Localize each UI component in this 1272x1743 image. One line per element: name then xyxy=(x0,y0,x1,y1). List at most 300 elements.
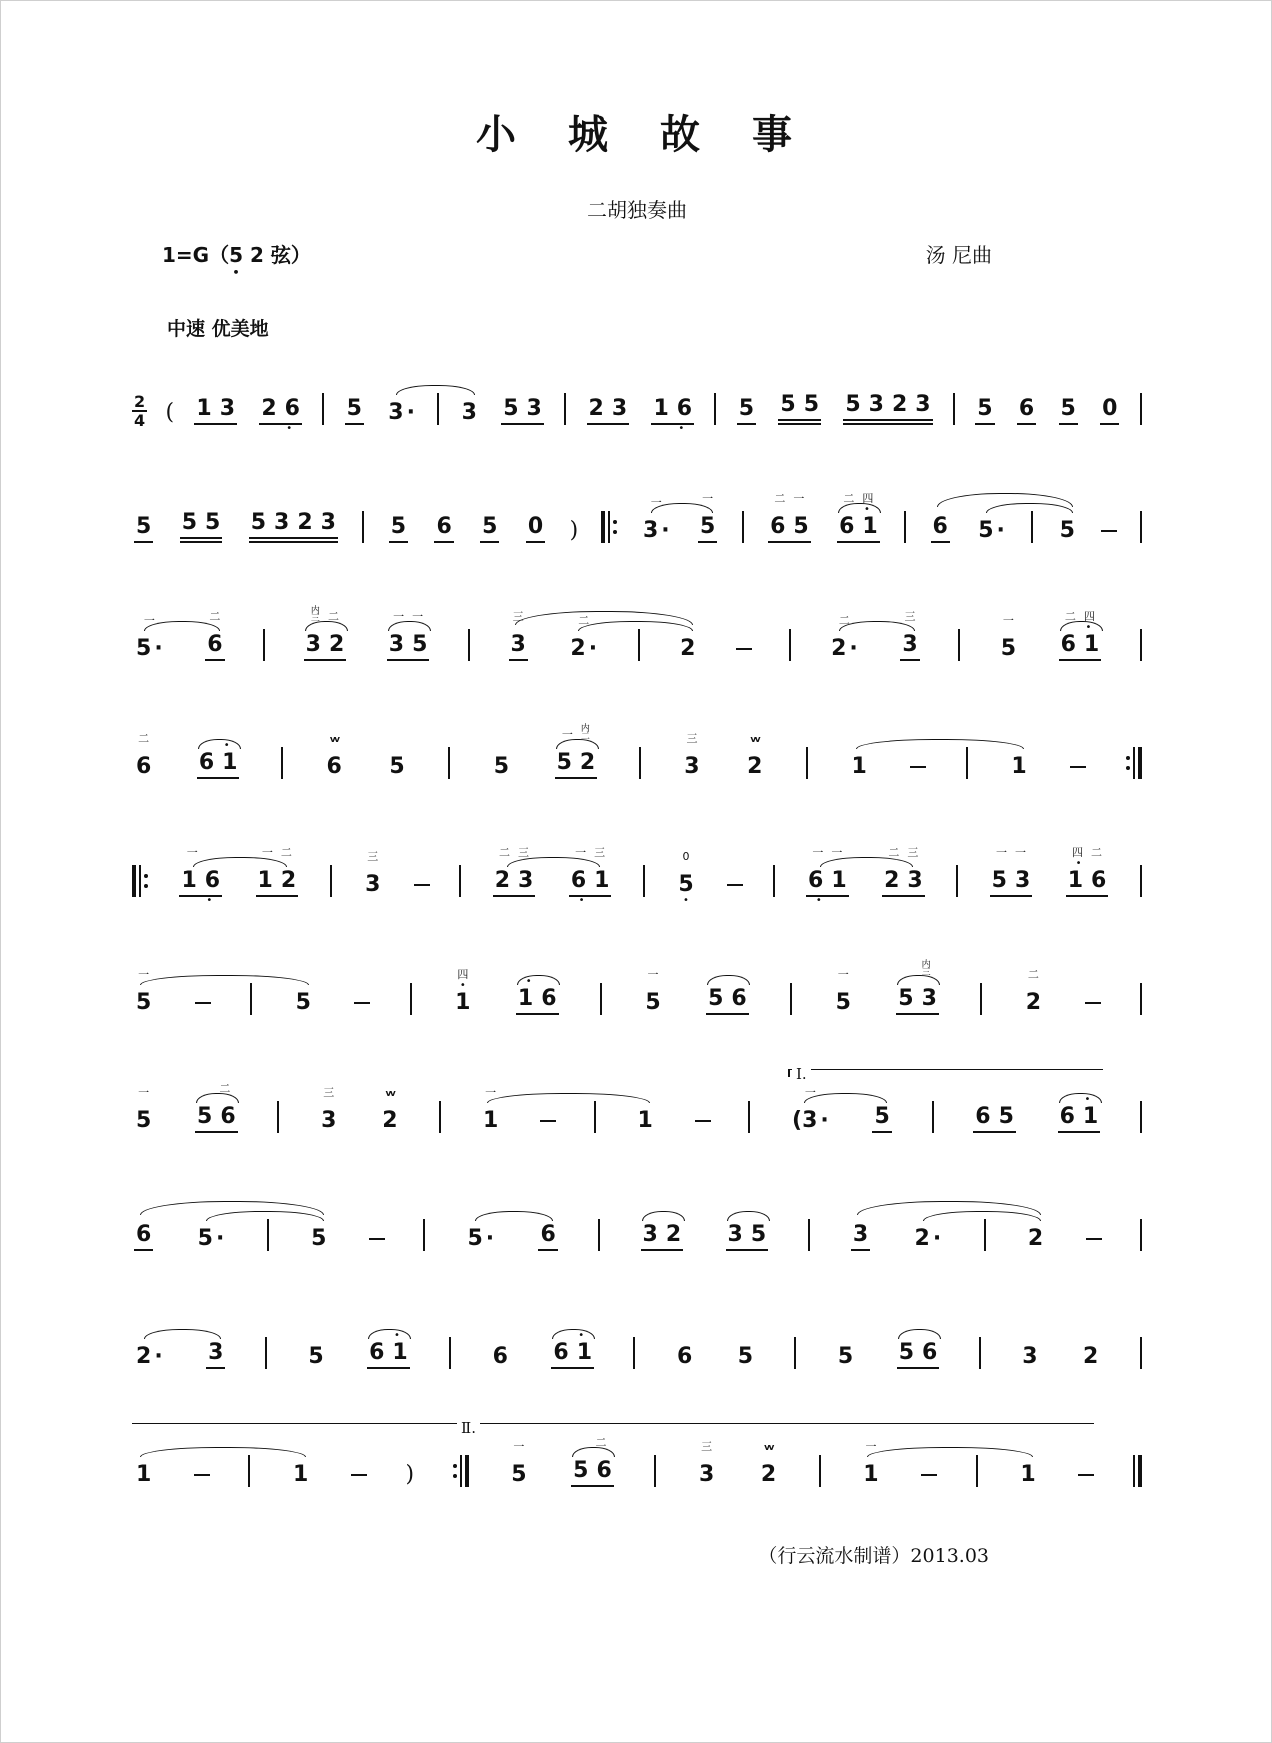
note xyxy=(1098,371,1121,433)
note xyxy=(859,1437,882,1495)
repeat-dots xyxy=(613,520,617,534)
dash-continuation xyxy=(1078,1474,1094,1477)
octave-dot-high: • xyxy=(578,1330,585,1341)
fingering-mark: 四 xyxy=(457,968,469,981)
note-group xyxy=(567,843,614,905)
note-digit: 1 xyxy=(1020,1462,1036,1487)
note-digit: 2 xyxy=(891,392,908,417)
note xyxy=(735,371,758,433)
note-group xyxy=(585,371,632,433)
fingering-mark: 一 xyxy=(393,610,405,623)
volta-bracket xyxy=(788,1065,1103,1083)
volta-label: Ⅰ. xyxy=(792,1066,811,1082)
note-digit: 6 xyxy=(1060,632,1076,657)
fingering-mark: 一 xyxy=(650,496,662,509)
score-line xyxy=(132,1187,1142,1259)
note-digit: 5 xyxy=(898,986,914,1011)
dash-continuation xyxy=(1085,1002,1101,1005)
note-group xyxy=(254,843,301,905)
fingering-mark: 一 xyxy=(412,610,424,623)
composer: 汤 尼曲 xyxy=(925,243,992,267)
fingering-mark: 一 xyxy=(261,846,273,859)
barline xyxy=(654,1455,656,1487)
barline xyxy=(449,1337,451,1369)
note xyxy=(507,607,530,669)
note-digit: 5 xyxy=(998,1104,1014,1129)
note-digit: 5 xyxy=(311,1226,327,1251)
fingering-mark: 一 xyxy=(1002,614,1014,627)
note xyxy=(132,1319,167,1377)
time-signature: 2 4 xyxy=(134,392,146,430)
note-digit: 3 xyxy=(305,632,321,657)
note-digit: 2 xyxy=(579,750,596,775)
note-digit: 3 xyxy=(320,510,336,535)
slur-arc xyxy=(867,1447,1033,1457)
note-digit: 6 xyxy=(220,1104,236,1129)
barline xyxy=(742,511,744,543)
dash-continuation xyxy=(540,1120,556,1123)
paren: ( xyxy=(792,1108,803,1133)
note-group xyxy=(499,371,546,433)
barline xyxy=(330,865,332,897)
note xyxy=(361,847,384,905)
note-digit: 5 xyxy=(295,990,311,1015)
volta-label: Ⅱ. xyxy=(457,1420,480,1436)
barline xyxy=(748,1101,750,1133)
note-digit: 5 xyxy=(991,868,1007,893)
note-digit: 0 xyxy=(1102,396,1118,421)
note-digit: 5 xyxy=(737,1344,754,1369)
fingering-mark: 一 xyxy=(804,1086,816,1099)
note xyxy=(832,965,855,1023)
repeat-end-barline xyxy=(1126,747,1142,779)
final-barline xyxy=(1133,1455,1142,1487)
barline xyxy=(439,1101,441,1133)
dash-continuation xyxy=(1086,1238,1102,1241)
barline xyxy=(448,747,450,779)
augmentation-dot: · xyxy=(996,518,1005,543)
note-digit: 1 xyxy=(576,1340,593,1365)
note xyxy=(848,729,871,787)
dash-continuation xyxy=(195,1002,211,1005)
fingering-mark: 三 xyxy=(518,846,530,859)
fingering-mark: 一 xyxy=(186,846,198,859)
note-group xyxy=(257,371,304,433)
fingering-mark: 一 xyxy=(865,1440,877,1453)
note-digit: 5 · xyxy=(136,636,163,661)
note-digit: 1 xyxy=(851,754,867,779)
augmentation-dot: · xyxy=(154,1344,163,1369)
score-line xyxy=(132,1305,1142,1377)
note-digit: 3 xyxy=(518,868,534,893)
note-digit: 2 xyxy=(297,510,313,535)
note-digit: 3 xyxy=(274,510,290,535)
note-group xyxy=(804,843,851,905)
note-digit: 3 · xyxy=(642,518,670,543)
note-digit: 1 xyxy=(517,986,534,1011)
note-digit: 3 xyxy=(526,396,542,421)
fingering-mark: 一 xyxy=(793,492,805,505)
note xyxy=(432,489,455,551)
note-digit: 2 xyxy=(494,868,511,893)
barline xyxy=(806,747,808,779)
fingering-mark: 一 xyxy=(513,1440,525,1453)
repeat-start-barline xyxy=(601,511,617,543)
barline xyxy=(1140,629,1142,661)
note-digit: 5 xyxy=(197,1104,213,1129)
barline xyxy=(362,511,364,543)
note-group xyxy=(724,1197,771,1259)
note xyxy=(673,1319,696,1377)
note-digit: 2 xyxy=(747,754,763,779)
underline xyxy=(778,417,821,425)
note-digit: 6 xyxy=(204,868,221,893)
octave-dot-low: • xyxy=(683,895,689,906)
note-digit: 5 xyxy=(1059,518,1075,543)
fingering-mark: 三 xyxy=(594,846,606,859)
fingering-mark: 二 xyxy=(888,846,900,859)
note-digit: 3 xyxy=(365,872,381,897)
note-group xyxy=(177,843,224,905)
octave-dot-low: • xyxy=(232,266,240,279)
octave-dot-high: • xyxy=(1075,858,1082,869)
fingering-mark: 二 xyxy=(499,846,511,859)
note-digit: 1 xyxy=(222,750,238,775)
tempo-marking: 中速 优美地 xyxy=(167,318,269,340)
dash-continuation xyxy=(695,1120,711,1123)
octave-dot-high: • xyxy=(1084,1094,1091,1105)
note-digit: 3 xyxy=(611,396,628,421)
dash-continuation xyxy=(194,1474,210,1477)
note-digit: 1 xyxy=(482,1108,499,1133)
note xyxy=(695,1437,718,1495)
note-digit: 1 xyxy=(1011,754,1027,779)
note-digit: 6 xyxy=(839,514,855,539)
note-digit: 2 xyxy=(884,868,900,893)
barline xyxy=(322,393,324,425)
fingering-mark: 三 xyxy=(701,1440,713,1453)
note-digit: 3 xyxy=(727,1222,743,1247)
note xyxy=(132,965,155,1023)
note xyxy=(478,489,501,551)
note-digit: 6 xyxy=(808,868,824,893)
note-digit: 6 xyxy=(540,1222,556,1247)
note-digit: 6 xyxy=(207,632,223,657)
note xyxy=(132,729,155,787)
note-digit: 1 xyxy=(293,1462,309,1487)
fingering-mark: 二 xyxy=(578,614,590,627)
augmentation-dot: · xyxy=(588,636,598,661)
barline xyxy=(1140,865,1142,897)
fingering-mark: 二 xyxy=(838,614,850,627)
barline xyxy=(953,393,955,425)
note-digit: 1 xyxy=(136,1462,152,1487)
barline xyxy=(594,1101,596,1133)
fingering-mark: 三 xyxy=(367,850,379,863)
volta-bracket xyxy=(132,1423,469,1432)
fingering-mark: 一 xyxy=(812,846,824,859)
fingering-mark: 一 xyxy=(702,492,714,505)
note-digit: 1 xyxy=(637,1108,653,1133)
note-digit: 3 xyxy=(642,1222,658,1247)
barline xyxy=(468,629,470,661)
note-digit: 5 xyxy=(250,510,267,535)
trill-icon: vv xyxy=(385,1089,395,1099)
barline xyxy=(600,983,602,1015)
note-digit: 2 xyxy=(261,396,277,421)
note-group xyxy=(1064,843,1111,905)
barline xyxy=(250,983,252,1015)
barline xyxy=(598,1219,600,1251)
barline xyxy=(267,1219,269,1251)
note xyxy=(458,375,481,433)
barline xyxy=(773,865,775,897)
note xyxy=(757,1437,780,1495)
fingering-mark: 一 xyxy=(1014,846,1026,859)
trill-icon: vv xyxy=(764,1443,773,1453)
key-row xyxy=(132,239,1142,279)
barline xyxy=(437,393,439,425)
barline xyxy=(423,1219,425,1251)
note-digit: 5 · xyxy=(467,1226,495,1251)
repeat-end-barline xyxy=(453,1455,469,1487)
note-digit: 1 xyxy=(831,868,847,893)
note-digit: 1 xyxy=(392,1340,408,1365)
key-suffix: 2 弦） xyxy=(243,243,311,267)
note-digit: 3 xyxy=(907,868,923,893)
octave-dot-high: • xyxy=(525,976,532,987)
note-digit: 6 xyxy=(1018,396,1035,421)
note-digit: 5 xyxy=(493,754,510,779)
note-digit: 5 xyxy=(482,514,498,539)
score-line xyxy=(132,1419,1142,1495)
note-digit: ( 3 · xyxy=(792,1108,829,1133)
note-digit: 6 xyxy=(676,396,693,421)
fingering-mark: 四 xyxy=(862,492,874,505)
note xyxy=(734,1319,757,1377)
note-digit: 2 xyxy=(760,1462,777,1487)
key-prefix: 1=G（ xyxy=(162,243,230,267)
note-digit: 6 xyxy=(770,514,786,539)
barline xyxy=(265,1337,267,1369)
trill-icon: vv xyxy=(750,735,760,745)
note-group xyxy=(553,725,600,787)
note xyxy=(204,1315,227,1377)
fingering-mark: 一 xyxy=(575,846,587,859)
underline xyxy=(180,535,223,543)
dash-continuation xyxy=(921,1474,937,1477)
note xyxy=(870,1079,893,1141)
note-group xyxy=(971,1079,1018,1141)
note xyxy=(1022,965,1045,1023)
barline xyxy=(808,1219,810,1251)
dash-continuation xyxy=(910,766,926,769)
note xyxy=(898,607,921,669)
score-line xyxy=(132,597,1142,669)
barline xyxy=(564,393,566,425)
note-digit: 5 xyxy=(205,510,221,535)
note xyxy=(1057,371,1080,433)
dash-continuation xyxy=(1101,530,1117,533)
score xyxy=(132,361,1142,1495)
barline xyxy=(714,393,716,425)
octave-dot-high: • xyxy=(223,740,230,751)
score-content xyxy=(132,103,1142,1568)
note-digit: 1 xyxy=(862,514,878,539)
note-digit: 3 xyxy=(1014,868,1031,893)
barline xyxy=(819,1455,821,1487)
fingering-mark: 二 xyxy=(774,492,786,505)
note xyxy=(132,611,167,669)
note-digit: 5 · xyxy=(978,518,1005,543)
barline xyxy=(459,865,461,897)
note-digit: 5 xyxy=(835,990,851,1015)
barline xyxy=(263,629,265,661)
dash-continuation xyxy=(414,884,430,887)
note xyxy=(479,1083,502,1141)
note-digit: 3 xyxy=(219,396,236,421)
note-digit: 2 xyxy=(588,396,604,421)
note-digit: 6 xyxy=(932,514,948,539)
note xyxy=(132,1437,155,1495)
octave-dot-low: • xyxy=(206,895,213,906)
note-digit: 5 xyxy=(556,750,572,775)
note xyxy=(1015,371,1038,433)
note xyxy=(1016,1437,1039,1495)
note-digit: 2 xyxy=(1082,1344,1099,1369)
note-digit: 3 xyxy=(902,632,918,657)
note-digit: 6 xyxy=(136,754,152,779)
note xyxy=(292,965,315,1023)
barline xyxy=(1140,1219,1142,1251)
note-digit: 5 xyxy=(977,396,993,421)
volta-bracket xyxy=(453,1419,1094,1437)
slur-arc xyxy=(507,857,599,867)
fingering-mark: 四 xyxy=(1083,610,1095,623)
note-digit: 6 xyxy=(369,1340,385,1365)
note-digit: 3 xyxy=(684,754,700,779)
note xyxy=(387,489,410,551)
note-digit: 6 xyxy=(436,514,452,539)
score-line xyxy=(132,361,1142,433)
note-digit: 5 xyxy=(750,1222,767,1247)
barline xyxy=(956,865,958,897)
fingering-mark: 一 xyxy=(995,846,1007,859)
slur-arc xyxy=(487,1093,650,1103)
note-group xyxy=(178,485,225,551)
octave-dot-high: • xyxy=(1085,622,1092,633)
barline xyxy=(958,629,960,661)
fingering-mark: 二 xyxy=(1091,846,1103,859)
note-group xyxy=(649,371,696,433)
note-group xyxy=(988,843,1035,905)
note-digit: 3 xyxy=(388,632,405,657)
note-digit: 5 xyxy=(390,514,407,539)
barline xyxy=(1031,511,1033,543)
barline xyxy=(980,983,982,1015)
octave-dot-high: • xyxy=(863,504,870,515)
slur-arc xyxy=(856,739,1024,749)
note-digit: 5 xyxy=(837,1344,854,1369)
note xyxy=(788,1083,833,1141)
augmentation-dot: · xyxy=(849,636,858,661)
note xyxy=(536,1197,559,1259)
note-group xyxy=(894,961,941,1023)
note-digit: 1 xyxy=(181,868,197,893)
fingering-mark: 二 xyxy=(1064,610,1076,623)
slur-arc xyxy=(820,857,912,867)
barline xyxy=(277,1101,279,1133)
note-digit: 5 xyxy=(708,986,724,1011)
note-digit: 5 xyxy=(678,872,694,897)
octave-dot-low: • xyxy=(286,423,293,434)
dash-continuation xyxy=(369,1238,385,1241)
score-line xyxy=(132,951,1142,1023)
note-group xyxy=(365,1315,412,1377)
note-digit: 2 xyxy=(328,632,345,657)
note xyxy=(1007,729,1030,787)
dash-continuation xyxy=(351,1474,367,1477)
note-digit: 5 xyxy=(503,396,519,421)
note-digit: 5 xyxy=(845,392,861,417)
note-digit: 6 xyxy=(731,986,747,1011)
credit-footer: （行云流水制谱）2013.03 xyxy=(758,1545,989,1567)
barline xyxy=(794,1337,796,1369)
slur-arc xyxy=(140,1447,306,1457)
note-group xyxy=(835,489,882,551)
fingering-mark: 三 xyxy=(323,1086,335,1099)
note xyxy=(132,489,155,551)
note xyxy=(1018,1319,1041,1377)
note-group xyxy=(639,1197,686,1259)
note-group xyxy=(302,607,349,669)
fingering-mark: 二 xyxy=(595,1436,607,1449)
note-digit: 3 xyxy=(921,986,937,1011)
note-group xyxy=(192,371,239,433)
note-digit: 1 xyxy=(653,396,669,421)
note-digit: 3 xyxy=(510,632,526,657)
barline xyxy=(966,747,968,779)
note-digit: 5 xyxy=(181,510,198,535)
note-digit: 6 xyxy=(1059,1104,1075,1129)
fingering-mark: 内 三 xyxy=(310,606,320,624)
note-digit: 5 xyxy=(700,514,716,539)
note-digit: 2 · xyxy=(831,636,858,661)
note-digit: 2 xyxy=(680,636,696,661)
note-digit: 5 xyxy=(780,392,796,417)
subtitle: 二胡独奏曲 xyxy=(587,198,687,222)
barline xyxy=(984,1219,986,1251)
note-digit: 6 xyxy=(198,750,215,775)
note xyxy=(524,489,547,551)
fingering-mark: 二 xyxy=(280,846,292,859)
fingering-mark: 二 xyxy=(327,610,339,623)
fingering-mark: 四 xyxy=(1072,846,1084,859)
barline xyxy=(1140,511,1142,543)
octave-dot-low: • xyxy=(578,895,585,906)
note-digit: 5 xyxy=(412,632,428,657)
note xyxy=(385,729,408,787)
barline xyxy=(1140,1101,1142,1133)
note xyxy=(507,1437,530,1495)
fingering-mark: 一 xyxy=(561,728,573,741)
fingering-mark: 三 xyxy=(904,610,916,623)
note-group xyxy=(549,1315,596,1377)
note-digit: 5 xyxy=(803,392,820,417)
note-digit: 5 · xyxy=(197,1226,225,1251)
note-group xyxy=(1056,1079,1103,1141)
fingering-mark: 二 xyxy=(209,610,221,623)
